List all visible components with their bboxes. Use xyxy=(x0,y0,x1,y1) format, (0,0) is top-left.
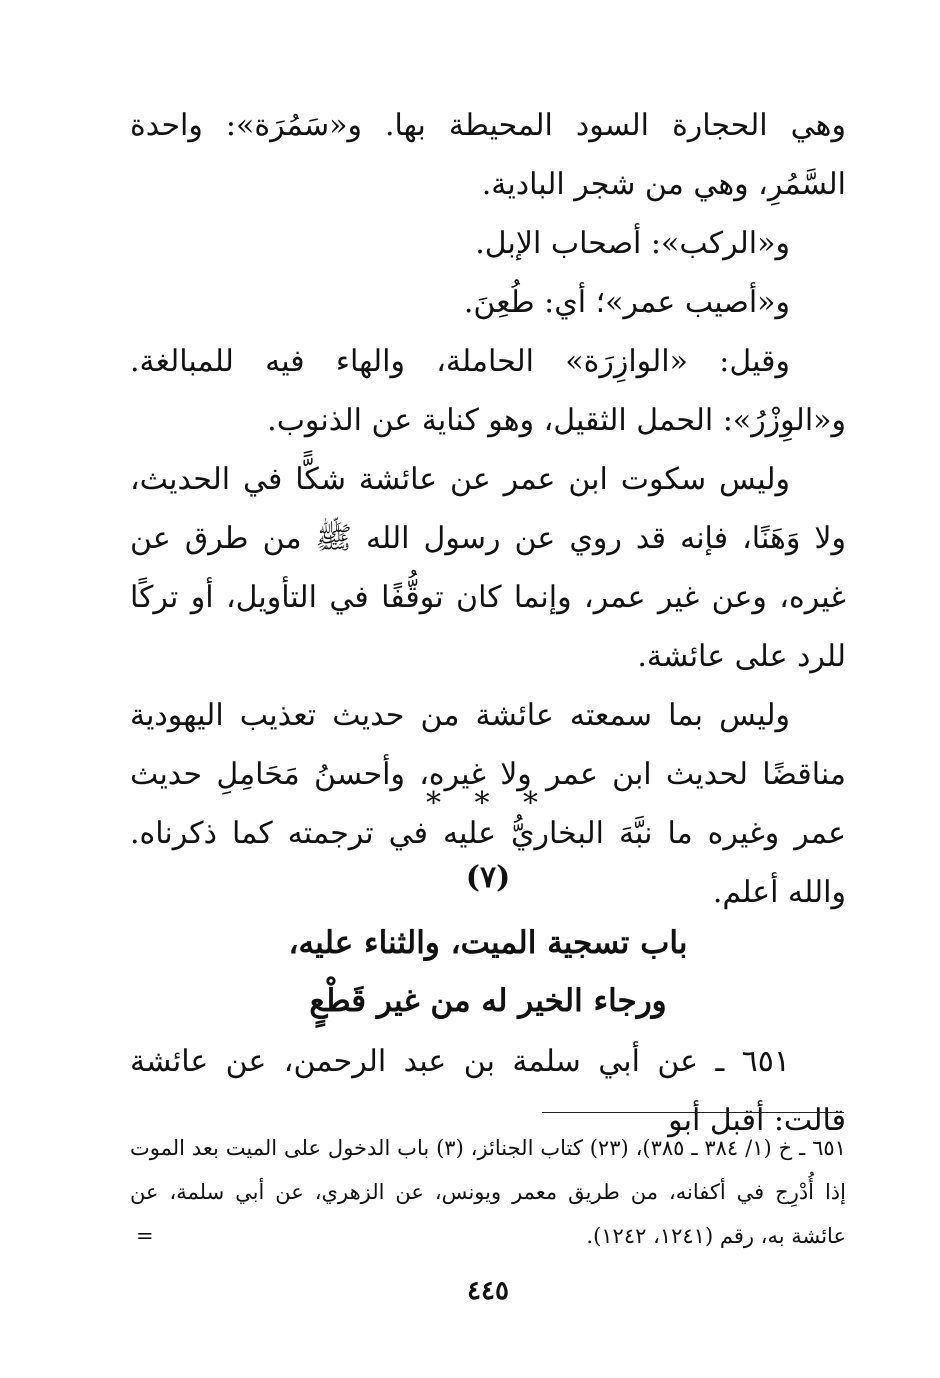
footnote xyxy=(130,1126,846,1258)
chapter-number: (٧) xyxy=(465,860,511,895)
paragraph-5: وليس سكوت ابن عمر عن عائشة شكًّا في الحديث، ولا وَهَنًا، فإنه قد روي عن رسول الله ﷺ من طرق عن غيره، وعن غير عمر، وإنما كان توقُّفًا في التأويل، أو تركًا للرد على عائشة. xyxy=(130,462,846,674)
paragraph-3: و«أصيب عمر»؛ أي: طُعِنَ. xyxy=(463,285,790,320)
paragraph-1: وهي الحجارة السود المحيطة بها. و«سَمُرَة»: واحدة السَّمُرِ، وهي من شجر البادية. xyxy=(130,108,846,202)
paragraph-2: و«الركب»: أصحاب الإبل. xyxy=(475,226,790,261)
paragraph-6: وليس بما سمعته عائشة من حديث تعذيب اليهودية مناقضًا لحديث ابن عمر ولا غيره، وأحسنُ مَحَامِلِ حديث عمر وغيره ما نبَّهَ البخاريُّ عليه في ترجمته كما ذكرناه. والله أعلم. xyxy=(130,698,846,910)
page-number: ٤٤٥ xyxy=(467,1276,509,1306)
paragraph-4: وقيل: «الوازِرَة» الحاملة، والهاء فيه للمبالغة. و«الوِزْرُ»: الحمل الثقيل، وهو كناية عن الذنوب. xyxy=(130,344,846,438)
section-separator: * * * xyxy=(425,786,551,821)
footnote-divider xyxy=(542,1112,844,1113)
chapter-title-line-2: ورجاء الخير له من غير قَطْعٍ xyxy=(309,983,667,1019)
footnote-continuation-mark: = xyxy=(136,1224,154,1248)
hadith-text: ٦٥١ ـ عن أبي سلمة بن عبد الرحمن، عن عائشة قالت: أقبل أبو xyxy=(130,1044,846,1138)
chapter-title xyxy=(130,914,846,1030)
footnote-text: ٦٥١ ـ خ (١/ ٣٨٤ ـ ٣٨٥)، (٢٣) كتاب الجنائز، (٣) باب الدخول على الميت بعد الموت إذا أُدْرِج في أكفانه، من طريق معمر ويونس، عن الزهري، عن أبي سلمة، عن عائشة به، رقم (١٢٤١، ١٢٤٢). xyxy=(130,1136,846,1248)
chapter-title-line-1: باب تسجية الميت، والثناء عليه، xyxy=(288,925,688,961)
